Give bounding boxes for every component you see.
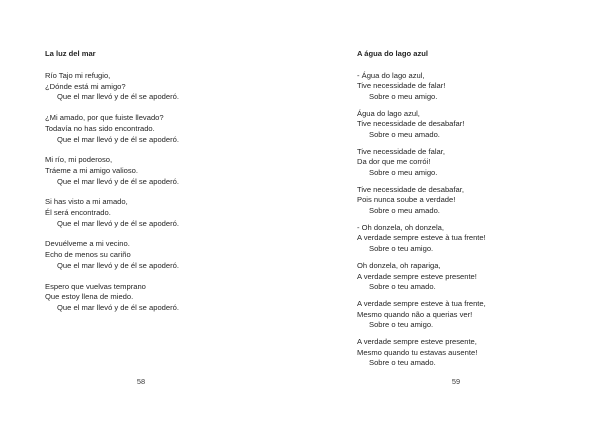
poem-line: Mi río, mi poderoso, bbox=[45, 155, 113, 165]
stanza bbox=[45, 71, 290, 103]
stanza bbox=[357, 109, 595, 140]
poem-line: Echo de menos su cariño bbox=[45, 250, 131, 260]
left-page-number: 58 bbox=[136, 377, 146, 386]
stanza bbox=[357, 223, 595, 254]
poem-line: Pois nunca soube a verdade! bbox=[357, 195, 456, 205]
stanza bbox=[357, 337, 595, 368]
poem-line: Oh donzela, oh rapariga, bbox=[357, 261, 441, 271]
poem-line: Todavía no has sido encontrado. bbox=[45, 123, 155, 133]
stanza bbox=[357, 261, 595, 292]
poem-line: ¿Dónde está mi amigo? bbox=[45, 81, 126, 91]
poem-line: Tive necessidade de falar, bbox=[357, 147, 445, 157]
right-poem-body bbox=[357, 71, 595, 368]
poem-line: Sobre o meu amigo. bbox=[369, 91, 438, 101]
stanza bbox=[45, 155, 290, 187]
stanza bbox=[357, 185, 595, 216]
poem-line: Si has visto a mi amado, bbox=[45, 197, 128, 207]
poem-line: Sobre o meu amado. bbox=[369, 129, 440, 139]
poem-line: Sobre o meu amado. bbox=[369, 205, 440, 215]
poem-line: - Água do lago azul, bbox=[357, 71, 425, 80]
poem-line: Sobre o teu amado. bbox=[369, 357, 436, 367]
poem-line: Sobre o teu amado. bbox=[369, 281, 436, 291]
poem-line: Que el mar llevó y de él se apoderó. bbox=[57, 218, 179, 228]
poem-line: Sobre o meu amigo. bbox=[369, 167, 438, 177]
stanza bbox=[45, 239, 290, 271]
poem-line: Tráeme a mi amigo valioso. bbox=[45, 165, 138, 175]
poem-line: A verdade sempre esteve à tua frente! bbox=[357, 233, 486, 243]
poem-line: Tive necessidade de falar! bbox=[357, 81, 446, 91]
left-page bbox=[45, 48, 290, 324]
stanza bbox=[357, 147, 595, 178]
poem-line: Que el mar llevó y de él se apoderó. bbox=[57, 302, 179, 312]
right-page bbox=[357, 48, 595, 375]
poem-line: Que el mar llevó y de él se apoderó. bbox=[57, 176, 179, 186]
right-page-number: 59 bbox=[451, 377, 461, 386]
poem-line: Água do lago azul, bbox=[357, 109, 420, 119]
poem-line: Mesmo quando tu estavas ausente! bbox=[357, 347, 478, 357]
left-poem-title: La luz del mar bbox=[45, 49, 96, 58]
stanza bbox=[45, 282, 290, 314]
poem-line: Tive necessidade de desabafar! bbox=[357, 119, 465, 129]
poem-line: A verdade sempre esteve presente, bbox=[357, 337, 477, 347]
left-poem-body bbox=[45, 71, 290, 314]
poem-line: A verdade sempre esteve à tua frente, bbox=[357, 299, 486, 309]
poem-line: Que el mar llevó y de él se apoderó. bbox=[57, 92, 179, 102]
poem-line: Que el mar llevó y de él se apoderó. bbox=[57, 260, 179, 270]
poem-line: A verdade sempre esteve presente! bbox=[357, 271, 477, 281]
poem-line: Devuélveme a mi vecino. bbox=[45, 239, 130, 249]
stanza bbox=[45, 197, 290, 229]
poem-line: Espero que vuelvas temprano bbox=[45, 281, 146, 291]
poem-line: - Oh donzela, oh donzela, bbox=[357, 223, 444, 233]
stanza bbox=[357, 299, 595, 330]
right-poem-title: A água do lago azul bbox=[357, 49, 429, 58]
poem-line: Él será encontrado. bbox=[45, 208, 111, 218]
poem-line: Río Tajo mi refugio, bbox=[45, 71, 111, 80]
poem-line: Que estoy llena de miedo. bbox=[45, 292, 134, 302]
poem-line: Tive necessidade de desabafar, bbox=[357, 185, 464, 195]
stanza bbox=[357, 71, 595, 102]
poem-line: Da dor que me corrói! bbox=[357, 157, 431, 167]
poem-line: Sobre o teu amigo. bbox=[369, 319, 434, 329]
stanza bbox=[45, 113, 290, 145]
poem-line: Que el mar llevó y de él se apoderó. bbox=[57, 134, 179, 144]
poem-line: Mesmo quando não a querias ver! bbox=[357, 309, 473, 319]
poem-line: Sobre o teu amigo. bbox=[369, 243, 434, 253]
poem-line: ¿Mi amado, por que fuiste llevado? bbox=[45, 113, 164, 123]
